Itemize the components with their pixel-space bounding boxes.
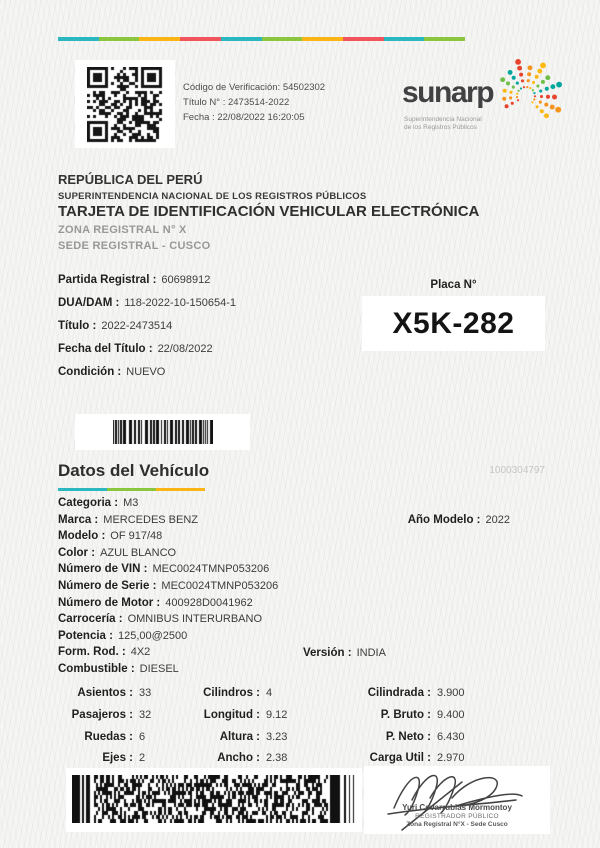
qr-code xyxy=(75,60,175,148)
verification-code-line: Código de Verificación: 54502302 xyxy=(183,82,326,93)
logo-burst-icon xyxy=(500,50,564,146)
registration-field-duadam: DUA/DAM : 118-2022-10-150654-1 xyxy=(58,297,237,309)
sunarp-logo xyxy=(402,56,562,146)
vehicle-field-marca: Marca : MERCEDES BENZ xyxy=(58,513,199,526)
logo-wordmark: sunarp xyxy=(402,76,494,109)
plate-number-value: X5K-282 xyxy=(392,307,515,340)
qr-code-image xyxy=(87,67,163,143)
spec-ruedas: Ruedas : 6 xyxy=(84,730,146,743)
vehicle-fields xyxy=(58,497,278,680)
barcode-1d-image xyxy=(113,420,213,444)
registration-field-fecha: Fecha del Título : 22/08/2022 xyxy=(58,343,213,355)
barcode-1d xyxy=(75,414,250,450)
spec-column-3 xyxy=(336,687,465,774)
plate-number-box xyxy=(362,296,545,351)
registration-field-condicion: Condición : NUEVO xyxy=(58,366,166,378)
vehicle-field-potencia: Potencia : 125,00@2500 xyxy=(58,629,188,642)
spec-longitud: Longitud : 9.12 xyxy=(203,708,288,721)
spec-pneto: P. Neto : 6.430 xyxy=(385,730,465,743)
title-number-line: Título N° : 2473514-2022 xyxy=(183,97,290,108)
verification-block xyxy=(183,80,325,125)
spec-column-1 xyxy=(55,687,151,774)
spec-ejes: Ejes : 2 xyxy=(102,752,146,765)
registration-field-partida: Partida Registral : 60698912 xyxy=(58,274,211,286)
vehicle-field-modelo: Modelo : OF 917/48 xyxy=(58,530,163,543)
registrar-title: REGISTRADOR PÚBLICO xyxy=(415,813,499,820)
spec-cilindros: Cilindros : 4 xyxy=(203,687,273,699)
vehicle-field-serie: Número de Serie : MEC0024TMNP053206 xyxy=(58,579,279,592)
sede-subtitle: SEDE REGISTRAL - CUSCO xyxy=(58,240,211,252)
barcode-pdf417-image xyxy=(72,775,356,823)
vehicle-field-motor: Número de Motor : 400928D0041962 xyxy=(58,596,253,609)
barcode-pdf417 xyxy=(66,768,362,832)
plate-number-label: Placa N° xyxy=(430,279,477,291)
vehicle-field-combustible: Combustible : DIESEL xyxy=(58,662,179,675)
section-underline xyxy=(58,488,205,491)
spec-ancho: Ancho : 2.38 xyxy=(217,752,288,765)
registrar-name: Yuri Covarrubias Mormontoy xyxy=(402,803,512,812)
spec-column-2 xyxy=(168,687,287,774)
date-line: Fecha : 22/08/2022 16:20:05 xyxy=(183,112,305,123)
spec-cargautil: Carga Util : 2.970 xyxy=(369,752,465,765)
vehicle-field-ano-modelo: Año Modelo : 2022 xyxy=(407,514,510,526)
spec-pbruto: P. Bruto : 9.400 xyxy=(380,708,465,721)
zone-subtitle: ZONA REGISTRAL N° X xyxy=(58,224,187,236)
spec-cilindrada: Cilindrada : 3.900 xyxy=(367,687,465,699)
document-title: TARJETA DE IDENTIFICACIÓN VEHICULAR ELECTRÓNICA xyxy=(58,203,480,220)
vehicle-field-color: Color : AZUL BLANCO xyxy=(58,546,177,559)
logo-tagline: Superintendencia Nacional de los Registros Públicos xyxy=(404,116,482,131)
signature-block xyxy=(364,766,550,834)
vehicle-field-categoria: Categoria : M3 xyxy=(58,497,139,509)
document-number: 1000304797 xyxy=(489,465,545,476)
registration-field-titulo: Título : 2022-2473514 xyxy=(58,320,173,332)
vehicle-field-version: Versión : INDIA xyxy=(303,647,386,659)
registrar-office: Zona Registral N°X - Sede Cusco xyxy=(406,821,508,828)
vehicle-field-formrod: Form. Rod. : 4X2 xyxy=(58,646,151,659)
vehicle-field-vin: Número de VIN : MEC0024TMNP053206 xyxy=(58,563,270,576)
spec-asientos: Asientos : 33 xyxy=(77,687,152,699)
institution-title: SUPERINTENDENCIA NACIONAL DE LOS REGISTROS PÚBLICOS xyxy=(58,191,367,202)
spec-pasajeros: Pasajeros : 32 xyxy=(71,708,152,721)
vehicle-field-carroceria: Carrocería : OMNIBUS INTERURBANO xyxy=(58,613,263,626)
spec-altura: Altura : 3.23 xyxy=(219,730,288,743)
country-title: REPÚBLICA DEL PERÚ xyxy=(58,172,203,187)
vehicle-section-title: Datos del Vehículo xyxy=(58,461,210,480)
top-color-bar xyxy=(58,37,465,41)
